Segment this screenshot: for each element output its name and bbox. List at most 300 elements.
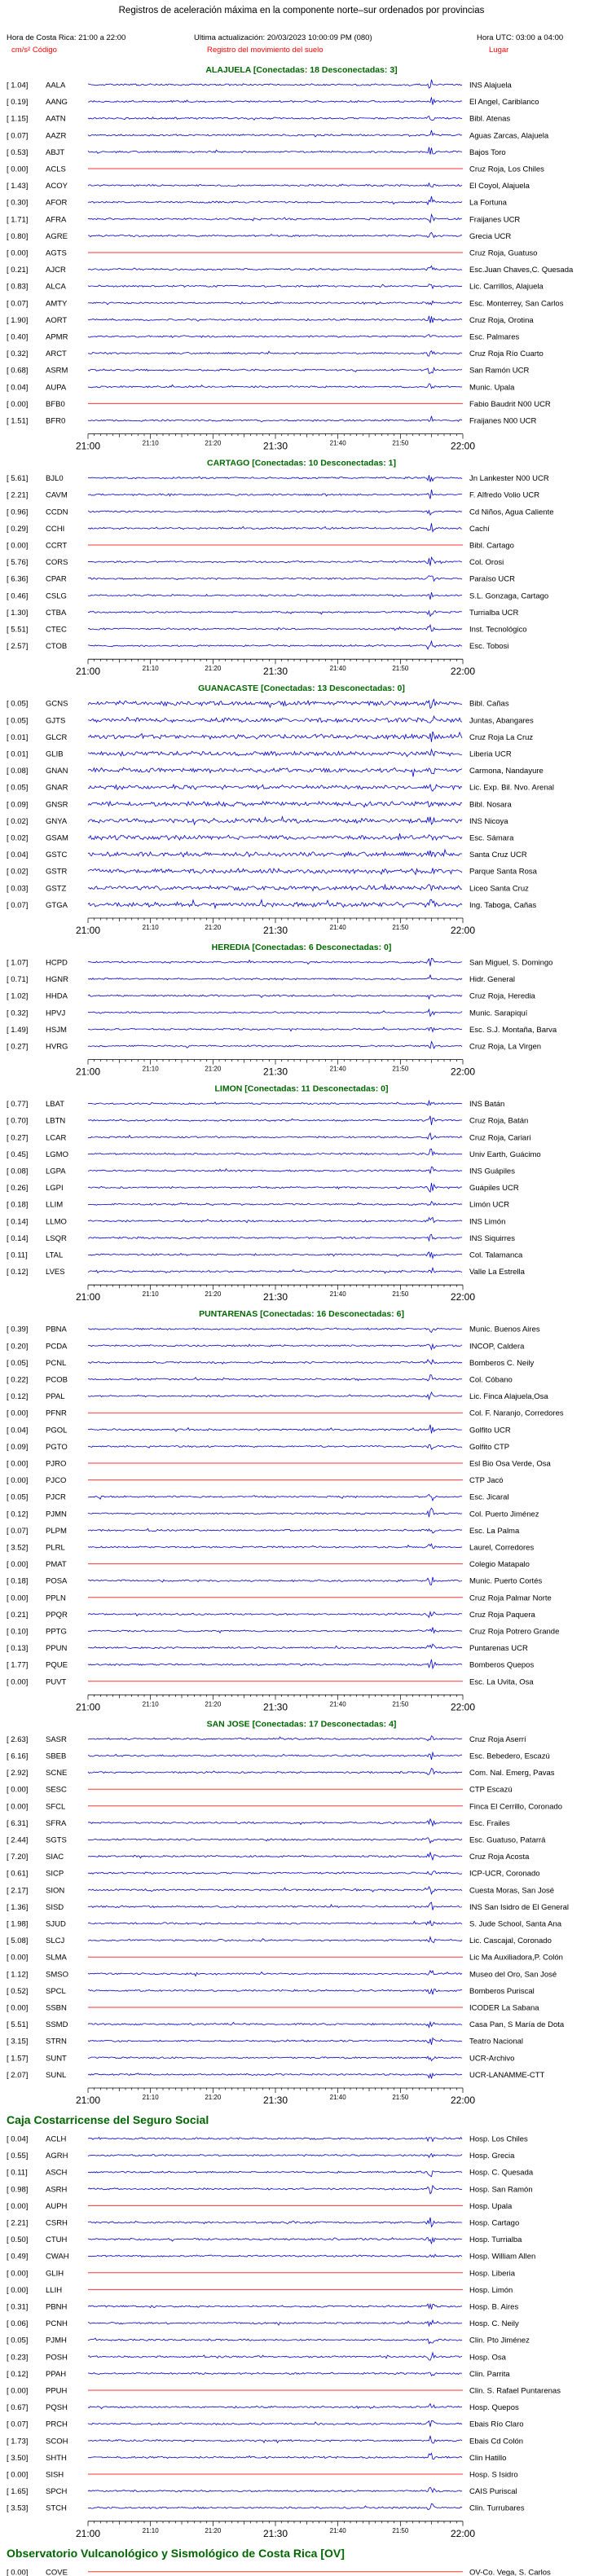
station-trace [88,1508,462,1517]
station-trace [88,1736,462,1741]
station-place: San Ramón UCR [469,366,530,376]
station-code: PGTO [46,1442,68,1452]
station-place: Fabio Baudrit N00 UCR [469,399,551,409]
station-code: SPCL [46,1986,66,1996]
station-place: Lic. Exp. Bil. Nvo. Arenal [469,783,555,793]
station-code: GSTR [46,867,68,877]
station-place: Puntarenas UCR [469,1644,528,1654]
station-peak-value: [ 0.00] [7,2386,29,2396]
station-code: PPTG [46,1627,67,1637]
station-place: Cachí [469,524,490,534]
station-peak-value: [ 6.36] [7,574,29,584]
station-peak-value: [ 0.31] [7,2302,29,2312]
time-tick-label: 22:00 [450,1291,476,1303]
station-place: Teatro Nacional [469,2037,524,2046]
station-code: AUPH [46,2201,68,2211]
station-code: PFNR [46,1409,67,1418]
station-place: Paraíso UCR [469,574,515,584]
station-place: Bomberos Quepos [469,1660,535,1670]
station-code: PUVT [46,1677,67,1687]
station-peak-value: [ 0.00] [7,1409,29,1418]
station-peak-value: [ 0.09] [7,800,29,810]
station-code: GNYA [46,816,68,826]
station-peak-value: [ 3.15] [7,2037,29,2046]
station-code: PJCR [46,1492,66,1502]
station-code: SGTS [46,1835,67,1845]
station-place: Cuesta Moras, San José [469,1886,555,1896]
station-trace [88,1009,462,1016]
station-code: PJRO [46,1459,67,1469]
station-peak-value: [ 0.00] [7,1459,29,1469]
station-code: ASRM [46,366,68,376]
station-place: Cruz Roja La Cruz [469,732,534,742]
station-place: CTP Escazú [469,1785,513,1795]
station-peak-value: [ 0.52] [7,1986,29,1996]
station-code: SION [46,1886,65,1896]
station-peak-value: [ 0.32] [7,349,29,359]
station-place: Munic. Upala [469,383,515,393]
station-place: Clin. S. Rafael Puntarenas [469,2386,561,2396]
station-code: PPLN [46,1594,66,1603]
station-peak-value: [ 0.39] [7,1325,29,1334]
station-code: CAVM [46,490,68,500]
station-trace [88,2237,462,2244]
station-code: LBTN [46,1116,66,1126]
station-code: LLIM [46,1200,64,1210]
station-trace [88,1202,462,1206]
station-code: SLMA [46,1953,67,1963]
station-code: POSH [46,2353,68,2363]
station-place: S. Jude School, Santa Ana [469,1919,562,1929]
station-code: GSAM [46,833,68,843]
station-trace [88,2186,462,2194]
station-trace [88,232,462,237]
station-peak-value: [ 7.20] [7,1853,29,1862]
station-peak-value: [ 3.53] [7,2503,29,2513]
station-code: ALCA [46,282,66,292]
time-tick-label: 21:40 [329,1290,346,1299]
station-code: GNAR [46,783,68,793]
station-code: ARCT [46,349,67,359]
station-place: Esc. Sámara [469,833,514,843]
station-peak-value: [ 0.07] [7,900,29,910]
station-code: ABJT [46,147,65,157]
station-peak-value: [ 0.61] [7,1869,29,1879]
station-peak-value: [ 0.05] [7,1492,29,1502]
station-trace [88,767,462,776]
station-trace [88,147,462,155]
station-trace [88,732,462,742]
station-peak-value: [ 1.57] [7,2054,29,2064]
time-tick-label: 21:30 [262,925,288,936]
station-trace [88,367,462,373]
time-tick-label: 21:30 [262,1066,288,1078]
station-peak-value: [ 0.02] [7,867,29,877]
station-peak-value: [ 0.18] [7,1200,29,1210]
time-tick-label: 21:30 [262,666,288,678]
station-trace [88,1971,462,1976]
station-code: CCHI [46,524,65,534]
station-place: Ebais Río Claro [469,2420,524,2429]
station-trace [88,490,462,499]
local-time-label: Hora de Costa Rica: 21:00 a 22:00 [7,33,126,42]
station-peak-value: [ 0.13] [7,1644,29,1654]
station-code: PPUH [46,2386,68,2396]
station-trace [88,975,462,980]
station-code: AORT [46,315,68,325]
station-place: Hosp. Osa [469,2353,506,2363]
station-trace [88,266,462,270]
station-place: Hosp. C. Neily [469,2319,519,2329]
station-trace [88,1133,462,1140]
time-tick-label: 21:50 [392,1700,409,1708]
station-trace [88,335,462,338]
station-peak-value: [ 1.51] [7,416,29,426]
station-peak-value: [ 0.00] [7,165,29,174]
station-code: SFRA [46,1818,67,1828]
time-tick-label: 21:30 [262,1291,288,1303]
station-trace [88,2338,462,2344]
station-trace [88,1042,462,1048]
station-peak-value: [ 1.36] [7,1902,29,1912]
station-place: Lic Ma Auxiliadora,P. Colón [469,1953,563,1963]
time-tick-label: 21:50 [392,2094,409,2101]
time-tick-label: 21:20 [205,1065,222,1073]
units-label: cm/s² Código [11,46,57,55]
station-peak-value: [ 1.02] [7,991,29,1001]
station-peak-value: [ 0.00] [7,1560,29,1570]
station-peak-value: [ 3.50] [7,2453,29,2463]
station-trace [88,1659,462,1668]
station-code: PBNA [46,1325,67,1334]
station-peak-value: [ 0.77] [7,1100,29,1110]
station-peak-value: [ 0.11] [7,1251,28,1260]
station-trace [88,316,462,323]
station-place: Hosp. Cartago [469,2218,520,2228]
station-place: El Angel, Cariblanco [469,98,539,108]
station-code: STRN [46,2037,67,2046]
station-code: ASRH [46,2185,68,2195]
station-trace [88,2304,462,2310]
station-code: PLPM [46,1526,67,1536]
time-tick-label: 21:00 [75,2095,101,2106]
station-place: Com. Nal. Emerg, Pavas [469,1769,555,1778]
station-peak-value: [ 1.15] [7,114,29,124]
station-code: LLIH [46,2285,63,2295]
station-trace [88,1528,462,1533]
time-tick-label: 22:00 [450,1066,476,1078]
station-trace [88,384,462,389]
station-code: ACLH [46,2134,67,2144]
station-peak-value: [ 2.63] [7,1734,29,1744]
station-peak-value: [ 0.00] [7,2285,29,2295]
station-peak-value: [ 0.05] [7,716,29,726]
station-code: SSBN [46,2003,67,2013]
time-tick-label: 21:40 [329,439,346,447]
station-code: AUPA [46,383,67,393]
station-place: Esc. Jicaral [469,1492,509,1502]
time-tick-label: 21:20 [205,439,222,447]
station-code: HHDA [46,991,68,1001]
station-peak-value: [ 0.12] [7,1392,29,1402]
station-peak-value: [ 1.07] [7,958,29,968]
station-place: Col. Puerto Jiménez [469,1510,539,1519]
station-place: Limón UCR [469,1200,510,1210]
station-trace [88,995,462,999]
station-trace [88,1769,462,1775]
station-peak-value: [ 1.90] [7,315,29,325]
section-title: PUNTARENAS [Conectadas: 16 Desconectadas: 6] [199,1309,404,1320]
station-place: Aguas Zarcas, Alajuela [469,131,549,141]
station-code: PPUN [46,1644,68,1654]
time-tick-label: 22:00 [450,2095,476,2106]
station-place: Turrialba UCR [469,608,519,618]
station-code: PPAL [46,1392,65,1402]
station-place: INS Batán [469,1100,505,1110]
station-trace [88,2138,462,2142]
station-trace [88,2372,462,2376]
station-code: PQSH [46,2403,68,2413]
station-trace [88,1183,462,1192]
station-peak-value: [ 0.00] [7,2470,29,2480]
station-code: PQUE [46,1660,68,1670]
station-code: LGMO [46,1150,68,1159]
station-trace [88,1937,462,1943]
station-code: PCNH [46,2319,68,2329]
station-place: Fraijanes N00 UCR [469,416,537,426]
time-tick-label: 21:40 [329,2526,346,2534]
station-trace [88,557,462,565]
station-peak-value: [ 0.07] [7,1526,29,1536]
station-code: GLCR [46,732,68,742]
station-place: Cd Niños, Agua Caliente [469,508,554,517]
station-place: La Fortuna [469,198,507,208]
station-peak-value: [ 0.04] [7,851,29,860]
station-code: LGPI [46,1184,64,1193]
station-place: Munic. Buenos Aires [469,1325,540,1334]
station-code: SICP [46,1869,64,1879]
station-peak-value: [ 0.12] [7,1268,29,1277]
station-code: CSLG [46,591,67,601]
station-trace [88,130,462,137]
time-tick-label: 21:10 [142,1065,159,1073]
station-code: GLIH [46,2269,64,2279]
station-place: UCR-Archivo [469,2054,515,2064]
section-title: ALAJUELA [Conectadas: 18 Desconectadas: 3] [205,65,398,75]
station-place: Bibl. Atenas [469,114,511,124]
station-peak-value: [ 1.30] [7,608,29,618]
station-place: Clin. Turrubares [469,2503,525,2513]
station-trace [88,1360,462,1365]
station-peak-value: [ 0.18] [7,1576,29,1586]
station-code: PCDA [46,1342,68,1352]
time-tick-label: 21:30 [262,2095,288,2106]
station-trace [88,625,462,631]
station-peak-value: [ 0.19] [7,98,29,108]
station-place: Ing. Taboga, Cañas [469,900,537,910]
station-place: Esc. Tobosi [469,642,509,652]
station-code: AANG [46,98,68,108]
station-code: COVE [46,2568,68,2576]
station-place: Hosp. Turrialba [469,2235,522,2245]
station-peak-value: [ 2.44] [7,1835,29,1845]
station-code: LVES [46,1268,65,1277]
station-trace [88,2038,462,2045]
time-tick-label: 21:00 [75,2527,101,2539]
station-place: Hosp. Quepos [469,2403,519,2413]
station-place: El Coyol, Alajuela [469,182,530,191]
time-tick-label: 21:10 [142,2094,159,2101]
station-trace [88,885,462,891]
station-peak-value: [ 0.00] [7,248,29,258]
station-peak-value: [ 0.83] [7,282,29,292]
time-tick-label: 21:00 [75,440,101,452]
station-place: Casa Pan, S María de Dota [469,2020,565,2030]
section-title: HEREDIA [Conectadas: 6 Desconectadas: 0] [211,943,392,952]
station-peak-value: [ 0.71] [7,975,29,985]
station-trace [88,214,462,222]
station-trace [88,97,462,104]
time-tick-label: 21:40 [329,2094,346,2101]
station-peak-value: [ 0.05] [7,2336,29,2345]
utc-time-label: Hora UTC: 03:00 a 04:00 [477,33,564,42]
station-peak-value: [ 0.00] [7,1953,29,1963]
station-peak-value: [ 0.30] [7,198,29,208]
station-place: Munic. Sarapiquí [469,1009,528,1018]
station-place: Juntas, Abangares [469,716,534,726]
section-title: LIMON [Conectadas: 11 Desconectadas: 0] [214,1084,389,1094]
station-trace [88,1375,462,1381]
station-trace [88,183,462,187]
station-trace [88,511,462,516]
time-tick-label: 21:20 [205,924,222,931]
station-trace [88,833,462,840]
station-place: Golfito CTP [469,1442,510,1452]
time-tick-label: 21:10 [142,1290,159,1299]
station-trace [88,1887,462,1894]
station-trace [88,1902,462,1910]
station-peak-value: [ 0.23] [7,2353,29,2363]
station-trace [88,1494,462,1501]
station-place: Hosp. Los Chiles [469,2134,528,2144]
station-code: LGPA [46,1167,66,1176]
station-trace [88,817,462,825]
station-code: AJCR [46,266,66,275]
time-tick-label: 21:50 [392,665,409,673]
station-code: CTBA [46,608,67,618]
station-code: ACLS [46,165,66,174]
station-peak-value: [ 0.00] [7,1476,29,1486]
station-place: Liceo Santa Cruz [469,884,529,894]
station-code: LSQR [46,1233,67,1243]
station-peak-value: [ 5.51] [7,2020,29,2030]
station-trace [88,1344,462,1349]
station-place: Cruz Roja, Guatuso [469,248,538,258]
station-code: SUNT [46,2054,67,2064]
station-peak-value: [ 0.00] [7,2269,29,2279]
time-tick-label: 21:00 [75,1291,101,1303]
station-trace [88,1838,462,1844]
station-peak-value: [ 5.08] [7,1936,29,1946]
station-code: AFOR [46,198,68,208]
station-trace [88,416,462,422]
station-place: Esc. S.J. Montaña, Barva [469,1025,557,1035]
station-place: Cruz Roja, Orotina [469,315,534,325]
station-place: Hosp. San Ramón [469,2185,533,2195]
station-place: Colegio Matapalo [469,1560,530,1570]
time-tick-label: 21:10 [142,665,159,673]
time-tick-label: 21:20 [205,665,222,673]
station-peak-value: [ 5.51] [7,625,29,635]
station-place: Esc. Monterrey, San Carlos [469,299,564,309]
station-peak-value: [ 0.46] [7,591,29,601]
station-peak-value: [ 0.00] [7,1677,29,1687]
station-place: Lic. Finca Alajuela,Osa [469,1392,548,1402]
station-trace [88,1871,462,1875]
time-tick-label: 21:20 [205,1700,222,1708]
station-peak-value: [ 6.31] [7,1818,29,1828]
station-trace [88,1921,462,1926]
station-code: PPAH [46,2369,67,2379]
station-place: Cruz Roja Palmar Norte [469,1594,552,1603]
station-place: Hosp. Grecia [469,2152,515,2161]
station-place: CTP Jacó [469,1476,504,1486]
station-place: Esc. Frailes [469,1818,510,1828]
station-place: Hosp. Liberia [469,2269,515,2279]
station-peak-value: [ 0.07] [7,299,29,309]
station-peak-value: [ 0.00] [7,1802,29,1812]
station-place: Cruz Roja, Cariari [469,1133,531,1143]
station-code: CPAR [46,574,67,584]
station-code: SESC [46,1785,67,1795]
station-code: BFR0 [46,416,66,426]
station-trace [88,2503,462,2509]
station-code: ACOY [46,182,68,191]
station-place: Clin. Parrita [469,2369,510,2379]
station-peak-value: [ 0.10] [7,1627,29,1637]
station-trace [88,868,462,875]
station-trace [88,850,462,857]
station-code: CCDN [46,508,68,517]
station-place: Univ Earth, Guácimo [469,1150,541,1159]
station-place: Esc. Guatuso, Patarrá [469,1835,546,1845]
station-peak-value: [ 1.73] [7,2437,29,2446]
station-peak-value: [ 0.12] [7,1510,29,1519]
station-place: Jn Lankester N00 UCR [469,474,549,484]
station-code: BFB0 [46,399,65,409]
station-peak-value: [ 1.12] [7,1970,29,1980]
station-peak-value: [ 0.68] [7,366,29,376]
station-place: Bibl. Nosara [469,800,512,810]
station-trace [88,2320,462,2326]
time-tick-label: 22:00 [450,440,476,452]
station-trace [88,1577,462,1585]
station-trace [88,351,462,357]
station-peak-value: [ 0.08] [7,1167,29,1176]
station-code: GJTS [46,716,66,726]
station-code: SJUD [46,1919,66,1929]
station-trace [88,1628,462,1633]
time-tick-label: 21:20 [205,2526,222,2534]
station-code: LTAL [46,1251,64,1260]
station-trace [88,802,462,807]
time-tick-label: 21:30 [262,2527,288,2539]
station-code: AATN [46,114,66,124]
station-code: PJMN [46,1510,67,1519]
station-place: Cruz Roja, La Virgen [469,1042,542,1052]
station-peak-value: [ 0.21] [7,266,29,275]
station-code: HVRG [46,1042,68,1052]
